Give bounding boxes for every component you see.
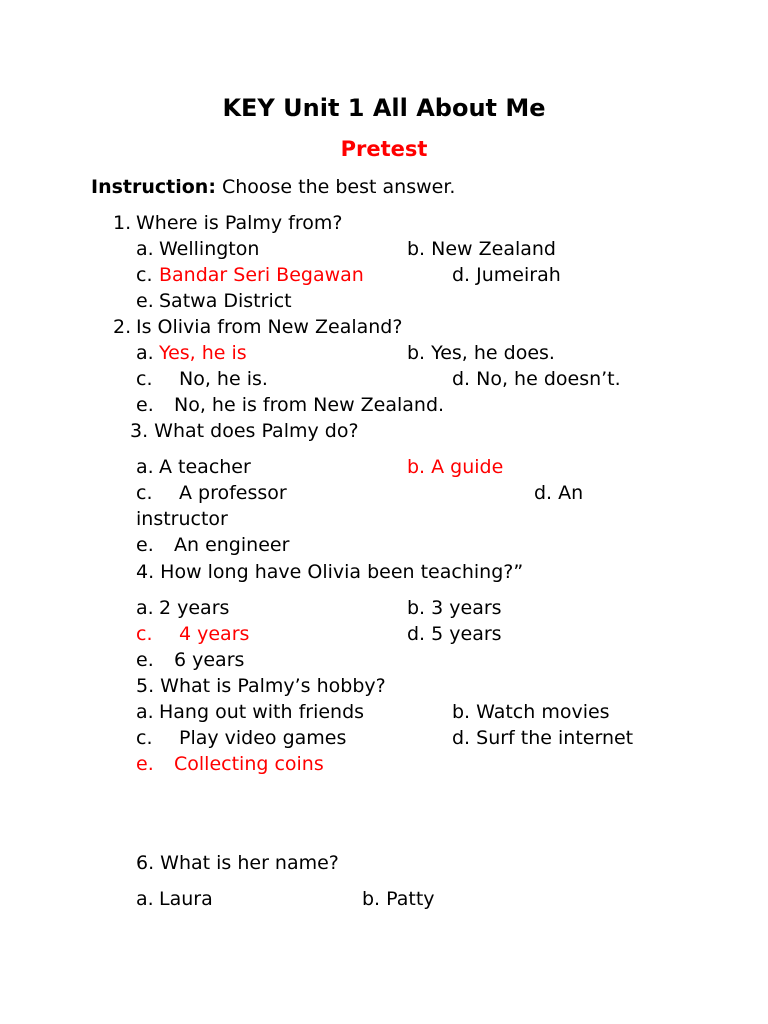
q1-option-a: Wellington — [159, 238, 260, 260]
q1-option-b: b. New Zealand — [407, 238, 556, 260]
document-subtitle: Pretest — [340, 137, 428, 161]
q6-option-b: b. Patty — [362, 888, 435, 910]
q3-option-d-continued: instructor — [136, 508, 228, 530]
q5-option-c: Play video games — [179, 727, 347, 749]
q5-option-a: Hang out with friends — [159, 701, 365, 723]
q5-option-e-label: e. — [136, 753, 154, 775]
instruction-text: Choose the best answer. — [215, 176, 456, 198]
q1-option-c-label: c. — [136, 264, 153, 286]
q3-option-c-label: c. — [136, 482, 153, 504]
q3-option-a-label: a. — [136, 456, 154, 478]
q3-option-e: An engineer — [174, 534, 290, 556]
q4-option-e: 6 years — [174, 649, 245, 671]
instruction-label: Instruction: — [91, 176, 216, 198]
q1-option-e-label: e. — [136, 290, 154, 312]
q5-option-e-answer: Collecting coins — [174, 753, 324, 775]
question-2-text: Is Olivia from New Zealand? — [136, 316, 403, 338]
q2-option-b: b. Yes, he does. — [407, 342, 555, 364]
q2-option-c: No, he is. — [179, 368, 268, 390]
q2-option-e: No, he is from New Zealand. — [174, 394, 445, 416]
question-6-text: 6. What is her name? — [136, 852, 339, 874]
q2-option-c-label: c. — [136, 368, 153, 390]
q5-option-a-label: a. — [136, 701, 154, 723]
q3-option-d: d. An — [534, 482, 584, 504]
q4-option-c-answer: 4 years — [179, 623, 250, 645]
q4-option-a: 2 years — [159, 597, 230, 619]
q3-option-a: A teacher — [159, 456, 251, 478]
question-1-text: Where is Palmy from? — [136, 212, 343, 234]
q4-option-b: b. 3 years — [407, 597, 502, 619]
question-1-number: 1. — [113, 212, 132, 234]
question-5-text: 5. What is Palmy’s hobby? — [136, 675, 386, 697]
question-4-text: 4. How long have Olivia been teaching?” — [136, 561, 524, 583]
q4-option-d: d. 5 years — [407, 623, 502, 645]
question-2-number: 2. — [113, 316, 132, 338]
q1-option-c-answer: Bandar Seri Begawan — [159, 264, 364, 286]
q3-option-b-answer: b. A guide — [407, 456, 504, 478]
q2-option-a-label: a. — [136, 342, 154, 364]
q1-option-e: Satwa District — [159, 290, 292, 312]
q4-option-e-label: e. — [136, 649, 154, 671]
q3-option-c: A professor — [179, 482, 287, 504]
q4-option-a-label: a. — [136, 597, 154, 619]
question-3-text: 3. What does Palmy do? — [130, 420, 359, 442]
q6-option-a: Laura — [159, 888, 213, 910]
q2-option-a-answer: Yes, he is — [159, 342, 247, 364]
instruction — [91, 176, 455, 198]
q5-option-b: b. Watch movies — [452, 701, 610, 723]
q1-option-a-label: a. — [136, 238, 154, 260]
q6-option-a-label: a. — [136, 888, 154, 910]
q2-option-e-label: e. — [136, 394, 154, 416]
q3-option-e-label: e. — [136, 534, 154, 556]
q5-option-c-label: c. — [136, 727, 153, 749]
q2-option-d: d. No, he doesn’t. — [452, 368, 621, 390]
document-title: KEY Unit 1 All About Me — [222, 94, 546, 122]
q5-option-d: d. Surf the internet — [452, 727, 634, 749]
q1-option-d: d. Jumeirah — [452, 264, 561, 286]
q4-option-c-label: c. — [136, 623, 153, 645]
